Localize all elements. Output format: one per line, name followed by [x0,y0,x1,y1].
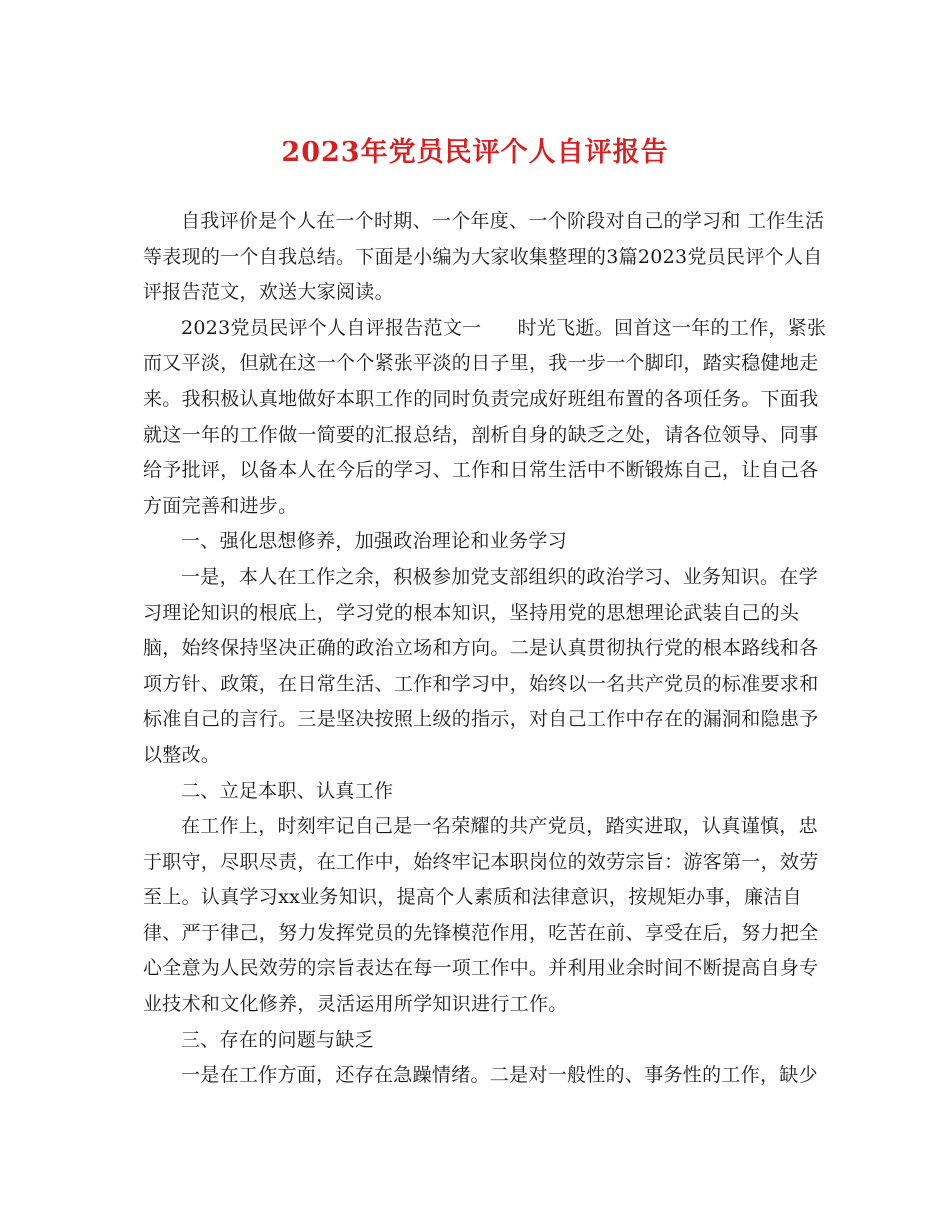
paragraph-section-1 [143,560,819,774]
text-line: 以整改。 [143,743,221,766]
text-line: 业技术和文化修养，灵活运用所学知识进行工作。 [143,993,568,1016]
paragraph-sample-one [143,311,827,525]
text-line: 而又平淡，但就在这一个个紧张平淡的日子里，我一步一个脚印，踏实稳健地走 [143,352,819,375]
text-line: 心全意为人民效劳的宗旨表达在每一项工作中。并利用业余时间不断提高自身专 [143,957,819,980]
text-line: 至上。认真学习xx业务知识，提高个人素质和法律意识，按规矩办事，廉洁自 [143,886,802,909]
paragraph-section-3 [143,1058,818,1094]
section-heading: 一、强化思想修养，加强政治理论和业务学习 [181,530,568,553]
paragraph-section-2 [143,809,819,1023]
text-line: 在工作上，时刻牢记自己是一名荣耀的共产党员，踏实进取，认真谨慎，忠 [181,815,818,838]
section-heading-2 [143,774,815,810]
paragraph-intro [143,204,825,311]
text-line: 给予批评，以备本人在今后的学习、工作和日常生活中不断锻炼自己，让自己各 [143,459,819,482]
text-line: 一是，本人在工作之余，积极参加党支部组织的政治学习、业务知识。在学 [181,565,818,588]
text-line: 标准自己的言行。三是坚决按照上级的指示，对自己工作中存在的漏洞和隐患予 [143,708,819,731]
document-title: 2023年党员民评个人自评报告 [281,137,669,168]
text-line: 一是在工作方面，还存在急躁情绪。二是对一般性的、事务性的工作，缺少 [181,1064,818,1087]
section-heading-3 [143,1023,815,1059]
text-line: 脑，始终保持坚决正确的政治立场和方向。二是认真贯彻执行党的根本路线和各 [143,637,819,660]
text-line: 项方针、政策，在日常生活、工作和学习中，始终以一名共产党员的标准要求和 [143,672,819,695]
document-body [143,204,827,1094]
section-heading-1 [143,524,815,560]
text-line: 习理论知识的根底上，学习党的根本知识，坚持用党的思想理论武装自己的头 [143,601,800,624]
text-line: 于职守，尽职尽责，在工作中，始终牢记本职岗位的效劳宗旨：游客第一，效劳 [143,850,819,873]
text-line: 来。我积极认真地做好本职工作的同时负责完成好班组布置的各项任务。下面我 [143,387,819,410]
text-line: 评报告范文，欢送大家阅读。 [143,281,394,304]
sample-heading: 2023党员民评个人自评报告范文一 [181,316,482,339]
text-line: 自我评价是个人在一个时期、一个年度、一个阶段对自己的学习和 工作生活 [181,210,825,232]
section-heading: 三、存在的问题与缺乏 [181,1028,375,1051]
text-line [143,311,827,347]
text-line: 律、严于律己，努力发挥党员的先锋模范作用，吃苦在前、享受在后，努力把全 [143,921,819,944]
text-line: 等表现的一个自我总结。下面是小编为大家收集整理的3篇2023党员民评个人自 [143,245,823,268]
text-fragment: 时光飞逝。回首这一年的工作，紧张 [517,316,827,339]
text-line: 就这一年的工作做一简要的汇报总结，剖析自身的缺乏之处，请各位领导、同事 [143,423,819,446]
section-heading: 二、立足本职、认真工作 [181,779,394,802]
text-line: 方面完善和进步。 [143,494,298,517]
